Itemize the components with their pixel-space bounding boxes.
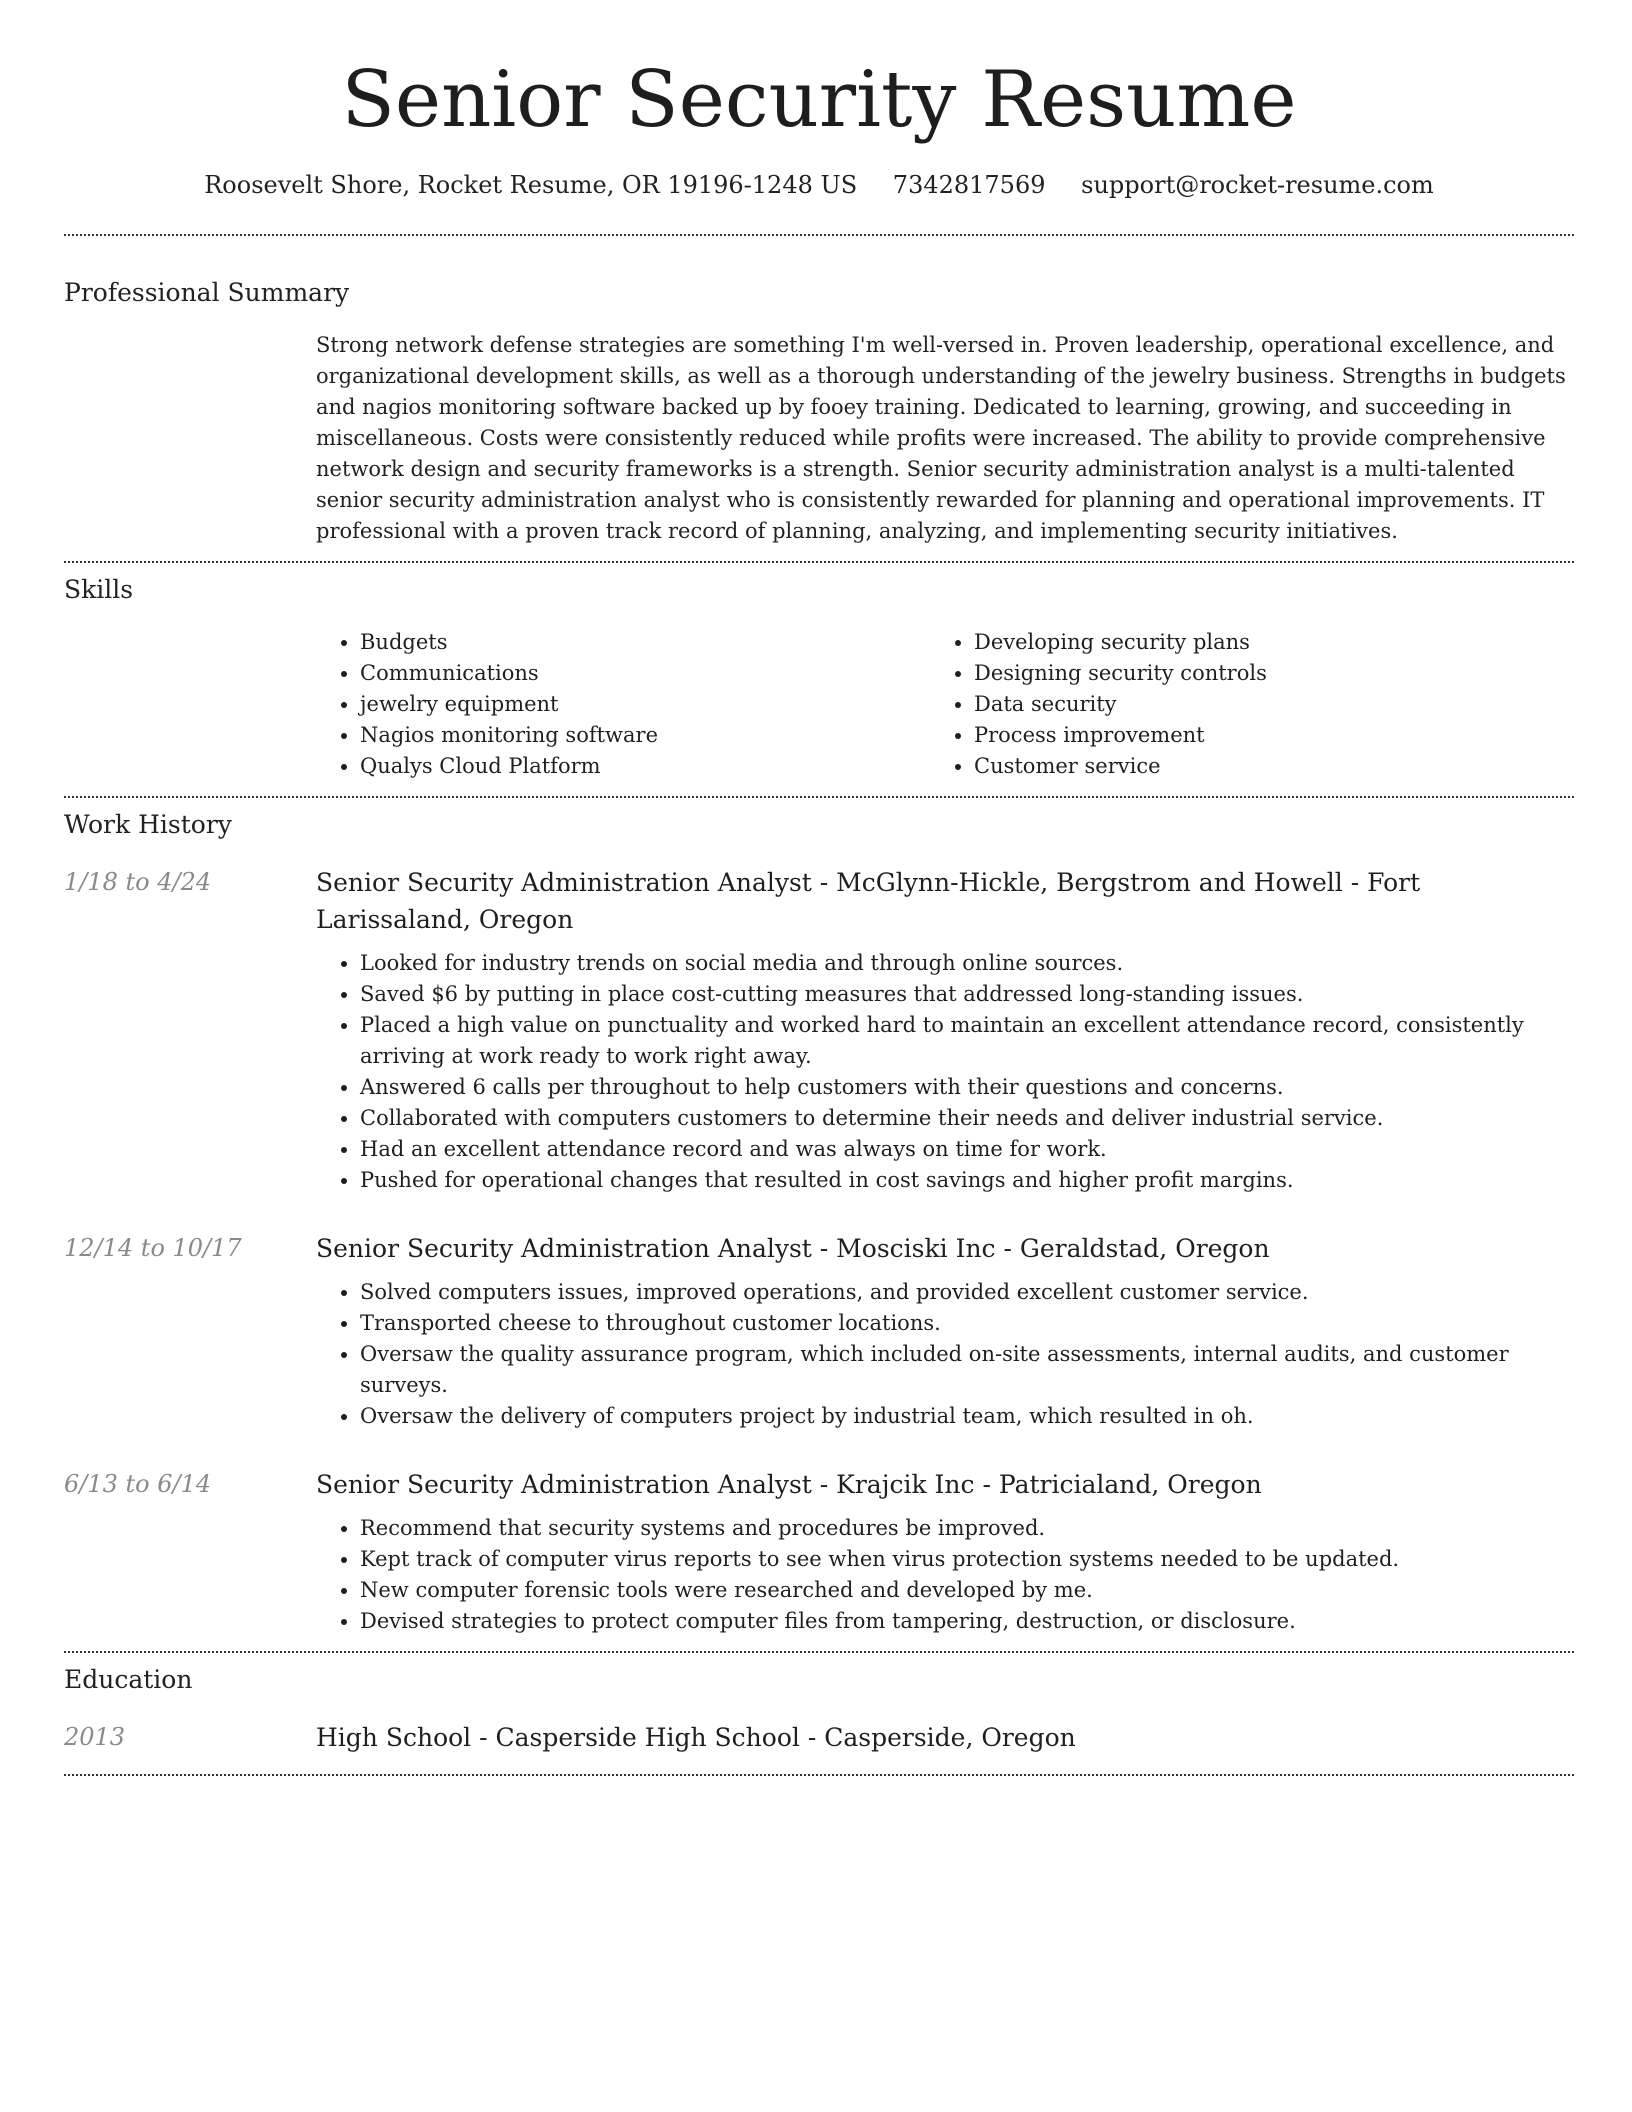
skill-item: • Developing security plans — [974, 627, 1544, 658]
resume-page — [64, 0, 1574, 1776]
job-bullet: • Kept track of computer virus reports to see when virus protection systems needed to be updated. — [360, 1544, 1574, 1575]
job-dates: 1/18 to 4/24 — [64, 868, 212, 896]
contact-address: Roosevelt Shore, Rocket Resume, OR 19196-1248 US — [204, 171, 858, 199]
education-heading-line: High School - Casperside High School - Casperside, Oregon — [316, 1723, 1076, 1752]
skills-column-right — [930, 627, 1544, 782]
job-bullet: • Answered 6 calls per throughout to help customers with their questions and concerns. — [360, 1072, 1574, 1103]
job-entry — [64, 864, 1574, 1196]
job-bullet: • Placed a high value on punctuality and worked hard to maintain an excellent attendance record, consistently arriving at work ready to work right away. — [360, 1010, 1574, 1072]
job-bullet: • Oversaw the quality assurance program, which included on-site assessments, internal audits, and customer surveys. — [360, 1339, 1574, 1401]
skill-item: • Communications — [360, 658, 930, 689]
job-bullet: • Devised strategies to protect computer files from tampering, destruction, or disclosure. — [360, 1606, 1574, 1637]
contact-email: support@rocket-resume.com — [1081, 171, 1434, 199]
job-bullets — [316, 1513, 1574, 1637]
contact-phone: 7342817569 — [892, 171, 1046, 199]
skill-item: • Qualys Cloud Platform — [360, 751, 930, 782]
education-heading: Education — [64, 1665, 193, 1694]
divider — [64, 1774, 1574, 1776]
education-date: 2013 — [64, 1723, 126, 1751]
divider — [64, 234, 1574, 236]
job-bullet: • Had an excellent attendance record and was always on time for work. — [360, 1134, 1574, 1165]
summary-heading: Professional Summary — [64, 278, 350, 307]
job-bullet: • Solved computers issues, improved operations, and provided excellent customer service. — [360, 1277, 1574, 1308]
work-history-heading: Work History — [64, 810, 232, 839]
skills-list — [316, 627, 1574, 796]
skills-heading: Skills — [64, 575, 134, 604]
job-entry — [64, 1466, 1574, 1637]
job-dates: 12/14 to 10/17 — [64, 1234, 242, 1262]
resume-title: Senior Security Resume — [341, 55, 1297, 145]
job-bullet: • Collaborated with computers customers to determine their needs and deliver industrial service. — [360, 1103, 1574, 1134]
job-heading: Senior Security Administration Analyst - McGlynn-Hickle, Bergstrom and Howell - Fort Larissaland, Oregon — [316, 868, 1421, 934]
contact-line — [64, 168, 1574, 202]
job-body — [316, 1230, 1574, 1432]
job-body — [316, 1466, 1574, 1637]
summary-text: Strong network defense strategies are something I'm well-versed in. Proven leadership, operational excellence, and organizational development skills, as well as a thorough understanding of the jewelry business. Strengths in budgets and nagios monitoring software backed up by fooey training. Dedicated to learning, growing, and succeeding in miscellaneous. Costs were consistently reduced while profits were increased. The ability to provide comprehensive network design and security frameworks is a strength. Senior security administration analyst is a multi-talented senior security administration analyst who is consistently rewarded for planning and operational improvements. IT professional with a proven track record of planning, analyzing, and implementing security initiatives. — [316, 333, 1566, 543]
spacer — [64, 1637, 1574, 1651]
job-bullet: • Looked for industry trends on social media and through online sources. — [360, 948, 1574, 979]
job-heading: Senior Security Administration Analyst - Mosciski Inc - Geraldstad, Oregon — [316, 1234, 1270, 1263]
job-bullet: • New computer forensic tools were researched and developed by me. — [360, 1575, 1574, 1606]
skills-column-left — [316, 627, 930, 782]
education-entry — [64, 1719, 1574, 1774]
job-bullet: • Saved $6 by putting in place cost-cutting measures that addressed long-standing issues. — [360, 979, 1574, 1010]
job-bullets — [316, 948, 1574, 1196]
job-heading: Senior Security Administration Analyst - Krajcik Inc - Patricialand, Oregon — [316, 1470, 1262, 1499]
job-body — [316, 864, 1574, 1196]
job-dates: 6/13 to 6/14 — [64, 1470, 212, 1498]
skill-item: • Designing security controls — [974, 658, 1544, 689]
job-bullet: • Recommend that security systems and procedures be improved. — [360, 1513, 1574, 1544]
skill-item: • Customer service — [974, 751, 1544, 782]
divider — [64, 796, 1574, 798]
job-bullets — [316, 1277, 1574, 1432]
job-bullet: • Transported cheese to throughout customer locations. — [360, 1308, 1574, 1339]
skill-item: • Data security — [974, 689, 1544, 720]
skill-item: • jewelry equipment — [360, 689, 930, 720]
divider — [64, 1651, 1574, 1653]
job-entry — [64, 1230, 1574, 1432]
skill-item: • Process improvement — [974, 720, 1544, 751]
skill-item: • Nagios monitoring software — [360, 720, 930, 751]
job-bullet: • Oversaw the delivery of computers project by industrial team, which resulted in oh. — [360, 1401, 1574, 1432]
job-bullet: • Pushed for operational changes that resulted in cost savings and higher profit margins. — [360, 1165, 1574, 1196]
skill-item: • Budgets — [360, 627, 930, 658]
divider — [64, 561, 1574, 563]
